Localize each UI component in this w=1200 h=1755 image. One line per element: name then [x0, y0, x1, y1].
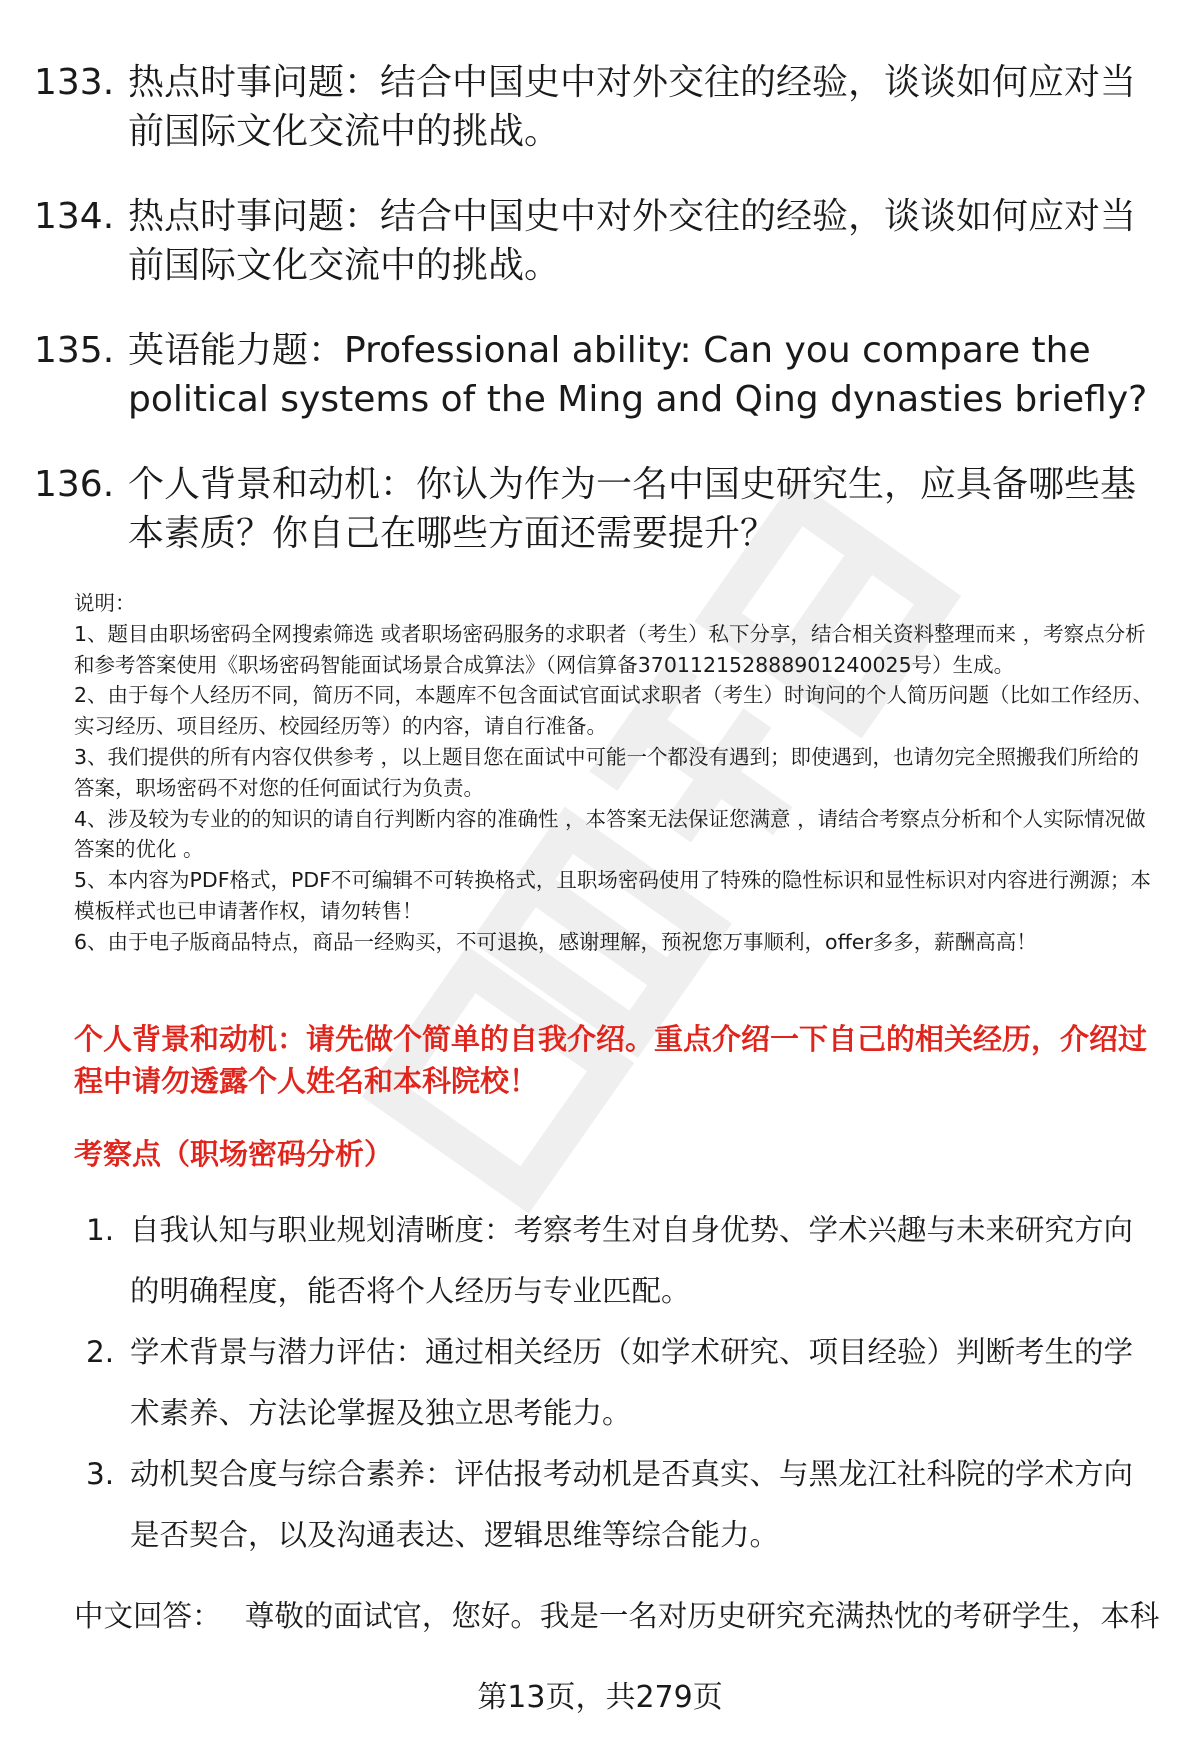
question-item	[34, 58, 1154, 156]
question-number: 134.	[34, 196, 115, 237]
notes-section	[74, 588, 1156, 958]
page-footer: 第13页，共279页	[477, 1680, 723, 1715]
current-question: 个人背景和动机：请先做个简单的自我介绍。重点介绍一下自己的相关经历，介绍过程中请勿透露个人姓名和本科院校！	[74, 1022, 1148, 1098]
point-number: 2.	[86, 1335, 115, 1369]
question-item	[34, 326, 1154, 424]
answer-section	[74, 1595, 1164, 1637]
question-text: 个人背景和动机：你认为作为一名中国史研究生，应具备哪些基本素质？你自己在哪些方面还需要提升？	[128, 464, 1137, 554]
question-item	[34, 192, 1154, 290]
question-text: 热点时事问题：结合中国史中对外交往的经验，谈谈如何应对当前国际文化交流中的挑战。	[128, 62, 1137, 152]
point-text: 学术背景与潜力评估：通过相关经历（如学术研究、项目经验）判断考生的学术素养、方法论掌握及独立思考能力。	[130, 1335, 1134, 1430]
point-text: 自我认知与职业规划清晰度：考察考生对自身优势、学术兴趣与未来研究方向的明确程度，能否将个人经历与专业匹配。	[130, 1213, 1134, 1308]
note-item: 6、由于电子版商品特点，商品一经购买，不可退换，感谢理解，预祝您万事顺利，offer多多，薪酬高高！	[74, 929, 1037, 954]
question-list	[34, 58, 1154, 594]
note-item: 2、由于每个人经历不同，简历不同，本题库不包含面试官面试求职者（考生）时询问的个人简历问题（比如工作经历、实习经历、项目经历、校园经历等）的内容，请自行准备。	[74, 683, 1154, 739]
analysis-point	[74, 1200, 1160, 1322]
note-item: 4、涉及较为专业的的知识的请自行判断内容的准确性 ，本答案无法保证您满意 ，请结合考察点分析和个人实际情况做答案的优化 。	[74, 806, 1146, 862]
note-item: 1、题目由职场密码全网搜索筛选 或者职场密码服务的求职者（考生）私下分享，结合相关资料整理而来 ，考察点分析和参考答案使用《职场密码智能面试场景合成算法》（网信算备370112152888901240025号）生成。	[74, 621, 1146, 677]
question-item	[34, 460, 1154, 558]
analysis-heading: 考察点（职场密码分析）	[74, 1137, 394, 1171]
question-number: 135.	[34, 330, 115, 371]
point-number: 3.	[86, 1457, 115, 1491]
note-item: 5、本内容为PDF格式，PDF不可编辑不可转换格式，且职场密码使用了特殊的隐性标识和显性标识对内容进行溯源；本模板样式也已申请著作权，请勿转售！	[74, 868, 1151, 923]
question-number: 133.	[34, 62, 115, 103]
answer-text: 尊敬的面试官，您好。我是一名对历史研究充满热忱的考研学生，本科	[244, 1599, 1160, 1633]
question-text: 热点时事问题：结合中国史中对外交往的经验，谈谈如何应对当前国际文化交流中的挑战。	[128, 196, 1137, 286]
question-text: 英语能力题：Professional ability: Can you compare the political systems of the Ming and Qing dynasties briefly?	[128, 330, 1148, 420]
question-number: 136.	[34, 464, 115, 505]
analysis-points	[74, 1200, 1160, 1566]
note-item: 3、我们提供的所有内容仅供参考 ，以上题目您在面试中可能一个都没有遇到；即使遇到，也请勿完全照搬我们所给的答案，职场密码不对您的任何面试行为负责。	[74, 744, 1140, 800]
point-number: 1.	[86, 1213, 115, 1247]
point-text: 动机契合度与综合素养：评估报考动机是否真实、与黑龙江社科院的学术方向是否契合，以及沟通表达、逻辑思维等综合能力。	[130, 1457, 1134, 1552]
analysis-point	[74, 1444, 1160, 1566]
answer-label: 中文回答：	[74, 1599, 222, 1633]
analysis-point	[74, 1322, 1160, 1444]
notes-title: 说明：	[74, 591, 136, 615]
